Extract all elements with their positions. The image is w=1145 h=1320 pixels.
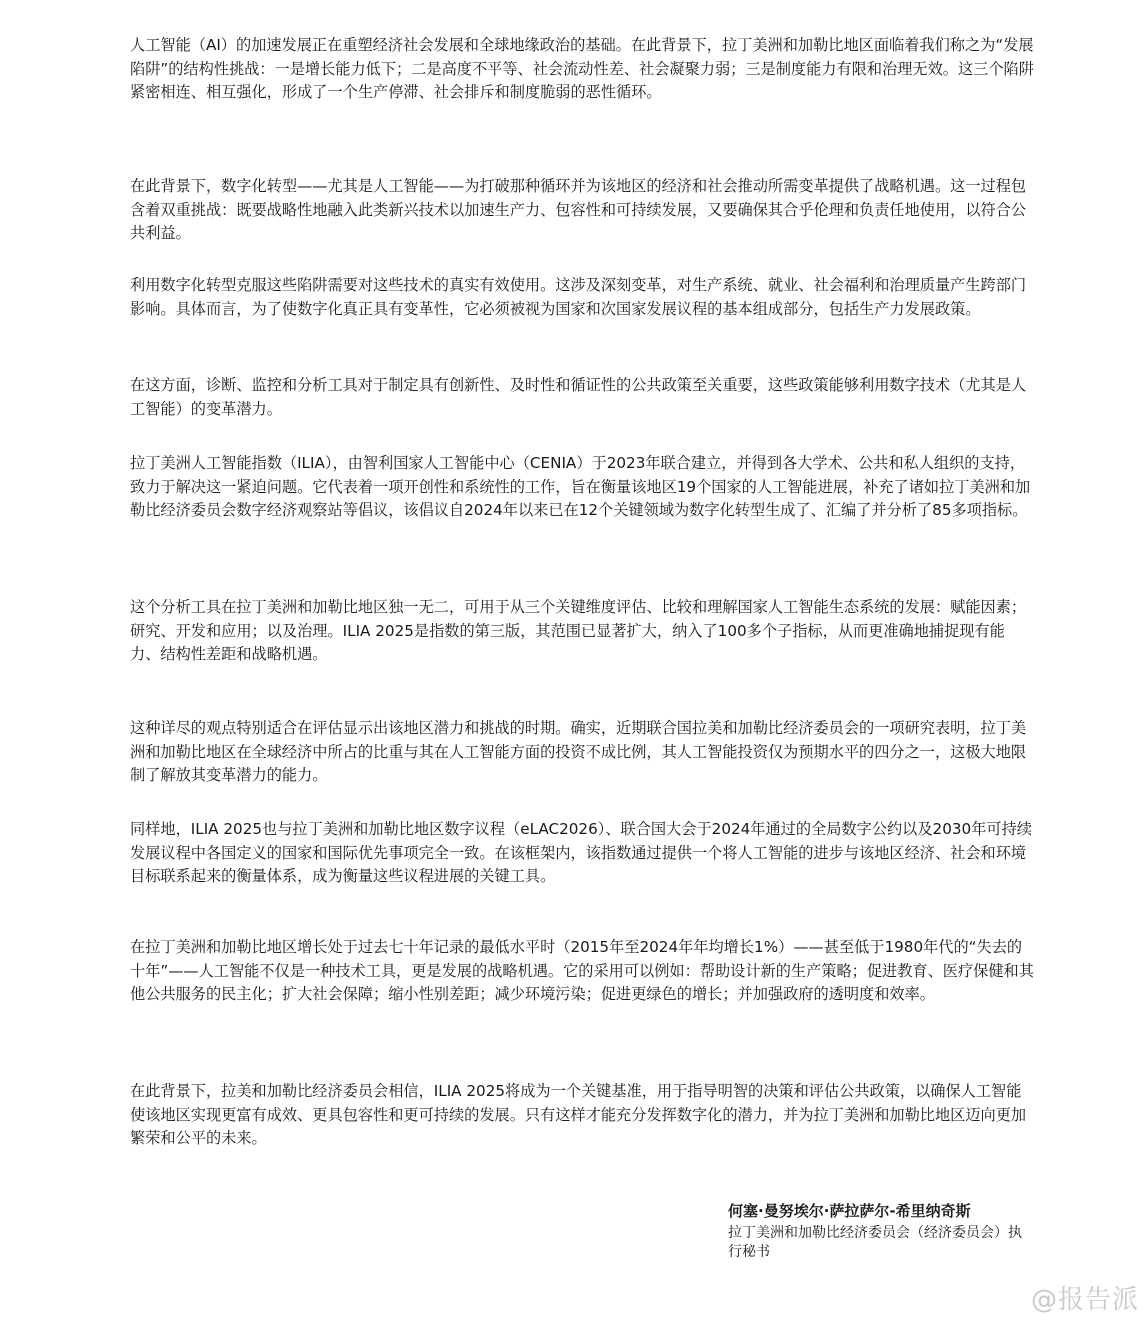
paragraph-analysis-tool: 这个分析工具在拉丁美洲和加勒比地区独一无二，可用于从三个关键维度评估、比较和理解国家人工智能生态系统的发展：赋能因素；研究、开发和应用；以及治理。ILIA 2025是指数的第三版，其范围已显著扩大，纳入了100多个子指标，从而更准确地捕捉现有能力、结构性差距和战略机遇。 [130, 598, 1027, 663]
signature-name: 何塞·曼努埃尔·萨拉萨尔-希里纳奇斯 [728, 1202, 971, 1220]
paragraph-ilia-index: 拉丁美洲人工智能指数（ILIA），由智利国家人工智能中心（CENIA）于2023年联合建立，并得到各大学术、公共和私人组织的支持，致力于解决这一紧迫问题。它代表着一项开创性和系统性的工作，旨在衡量该地区19个国家的人工智能进展，补充了诸如拉丁美洲和加勒比经济委员会数字经济观察站等倡议，该倡议自2024年以来已在12个关键领域为数字化转型生成了、汇编了并分析了85多项指标。 [130, 454, 1031, 519]
paragraph-digital-transformation: 在此背景下，数字化转型——尤其是人工智能——为打破那种循环并为该地区的经济和社会推动所需变革提供了战略机遇。这一过程包含着双重挑战：既要战略性地融入此类新兴技术以加速生产力、包容性和可持续发展，又要确保其合乎伦理和负责任地使用，以符合公共利益。 [130, 177, 1027, 242]
watermark: @报告派 [1030, 1285, 1139, 1315]
paragraph-growth-context: 在拉丁美洲和加勒比地区增长处于过去七十年记录的最低水平时（2015年至2024年年均增长1%）——甚至低于1980年代的“失去的十年”——人工智能不仅是一种技术工具，更是发展的战略机遇。它的采用可以例如：帮助设计新的生产策略；促进教育、医疗保健和其他公共服务的民主化；扩大社会保障；缩小性别差距；减少环境污染；促进更绿色的增长；并加强政府的透明度和效率。 [130, 938, 1034, 1003]
paragraph-intro: 人工智能（AI）的加速发展正在重塑经济社会发展和全球地缘政治的基础。在此背景下，拉丁美洲和加勒比地区面临着我们称之为“发展陷阱”的结构性挑战：一是增长能力低下；二是高度不平等、社会流动性差、社会凝聚力弱；三是制度能力有限和治理无效。这三个陷阱紧密相连、相互强化，形成了一个生产停滞、社会排斥和制度脆弱的恶性循环。 [130, 36, 1034, 101]
paragraph-overcoming-traps: 利用数字化转型克服这些陷阱需要对这些技术的真实有效使用。这涉及深刻变革，对生产系统、就业、社会福利和治理质量产生跨部门影响。具体而言，为了使数字化真正具有变革性，它必须被视为国家和次国家发展议程的基本组成部分，包括生产力发展政策。 [130, 276, 1027, 318]
signature-block [728, 1200, 1048, 1262]
paragraph-detailed-view: 这种详尽的观点特别适合在评估显示出该地区潜力和挑战的时期。确实，近期联合国拉美和加勒比经济委员会的一项研究表明，拉丁美洲和加勒比地区在全球经济中所占的比重与其在人工智能方面的投资不成比例，其人工智能投资仅为预期水平的四分之一，这极大地限制了解放其变革潜力的能力。 [130, 719, 1027, 784]
paragraph-conclusion: 在此背景下，拉美和加勒比经济委员会相信，ILIA 2025将成为一个关键基准，用于指导明智的决策和评估公共政策，以确保人工智能使该地区实现更富有成效、更具包容性和更可持续的发展。只有这样才能充分发挥数字化的潜力，并为拉丁美洲和加勒比地区迈向更加繁荣和公平的未来。 [130, 1082, 1027, 1147]
signature-title: 拉丁美洲和加勒比经济委员会（经济委员会）执行秘书 [728, 1225, 1022, 1260]
paragraph-diagnostic-tools: 在这方面，诊断、监控和分析工具对于制定具有创新性、及时性和循证性的公共政策至关重要，这些政策能够利用数字技术（尤其是人工智能）的变革潜力。 [130, 376, 1027, 418]
paragraph-alignment: 同样地，ILIA 2025也与拉丁美洲和加勒比地区数字议程（eLAC2026）、联合国大会于2024年通过的全局数字公约以及2030年可持续发展议程中各国定义的国家和国际优先事项完全一致。在该框架内，该指数通过提供一个将人工智能的进步与该地区经济、社会和环境目标联系起来的衡量体系，成为衡量这些议程进展的关键工具。 [130, 820, 1032, 885]
